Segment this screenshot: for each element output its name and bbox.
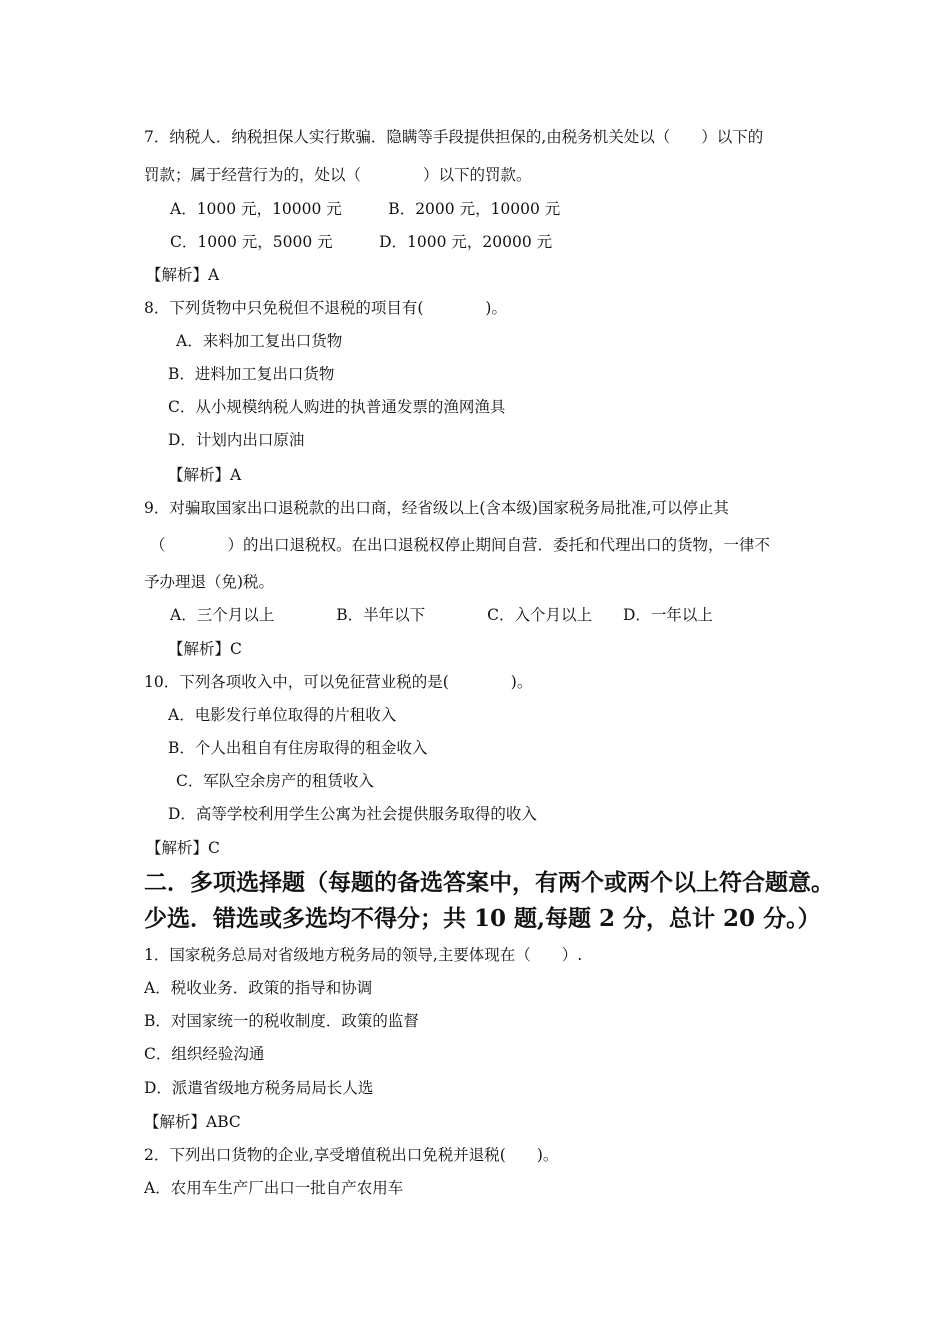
q7-answer: 【解析】A	[146, 266, 220, 284]
m1-option-c: C．组织经验沟通	[144, 1045, 265, 1063]
q7-options-cd: C．1000 元，5000 元 D．1000 元，20000 元	[170, 233, 553, 251]
q10-option-b: B．个人出租自有住房取得的租金收入	[168, 739, 428, 757]
m1-stem: 1．国家税务总局对省级地方税务局的领导,主要体现在（ ）.	[144, 946, 583, 964]
q8-option-b: B．进料加工复出口货物	[168, 365, 335, 383]
section-heading-line1: 二．多项选择题（每题的备选答案中，有两个或两个以上符合题意。	[144, 869, 834, 896]
m1-option-b: B．对国家统一的税收制度．政策的监督	[144, 1012, 419, 1030]
q10-option-a: A．电影发行单位取得的片租收入	[168, 706, 397, 724]
m1-option-d: D．派遣省级地方税务局局长人选	[144, 1079, 374, 1097]
q7-options-ab: A．1000 元，10000 元 B．2000 元，10000 元	[170, 200, 561, 218]
m1-answer: 【解析】ABC	[144, 1113, 241, 1131]
q7-stem-line1: 7．纳税人．纳税担保人实行欺骗．隐瞒等手段提供担保的,由税务机关处以（ ）以下的	[144, 128, 764, 146]
q9-answer: 【解析】C	[168, 640, 242, 658]
q9-stem-line2: （ ）的出口退税权。在出口退税权停止期间自营．委托和代理出口的货物，一律不	[150, 536, 771, 554]
q10-option-d: D．高等学校利用学生公寓为社会提供服务取得的收入	[168, 805, 537, 823]
q7-stem-line2: 罚款；属于经营行为的，处以（ ）以下的罚款。	[144, 166, 532, 184]
q9-options: A．三个月以上 B．半年以下 C．入个月以上 D．一年以上	[170, 606, 713, 624]
q10-stem: 10．下列各项收入中，可以免征营业税的是( )。	[144, 673, 533, 691]
q10-option-c: C．军队空余房产的租赁收入	[176, 772, 374, 790]
section-heading-line2: 少选．错选或多选均不得分；共 10 题,每题 2 分，总计 20 分。）	[144, 905, 821, 932]
q8-answer: 【解析】A	[168, 466, 242, 484]
m2-stem: 2．下列出口货物的企业,享受增值税出口免税并退税( )。	[144, 1146, 559, 1164]
q9-stem-line1: 9．对骗取国家出口退税款的出口商，经省级以上(含本级)国家税务局批准,可以停止其	[144, 499, 729, 517]
m1-option-a: A．税收业务．政策的指导和协调	[144, 979, 373, 997]
q8-option-d: D．计划内出口原油	[168, 431, 305, 449]
m2-option-a: A．农用车生产厂出口一批自产农用车	[144, 1179, 404, 1197]
q9-stem-line3: 予办理退（免)税。	[144, 573, 275, 591]
q8-option-c: C．从小规模纳税人购进的执普通发票的渔网渔具	[168, 398, 506, 416]
q8-option-a: A．来料加工复出口货物	[176, 332, 343, 350]
q8-stem: 8．下列货物中只免税但不退税的项目有( )。	[144, 299, 507, 317]
q10-answer: 【解析】C	[146, 839, 220, 857]
